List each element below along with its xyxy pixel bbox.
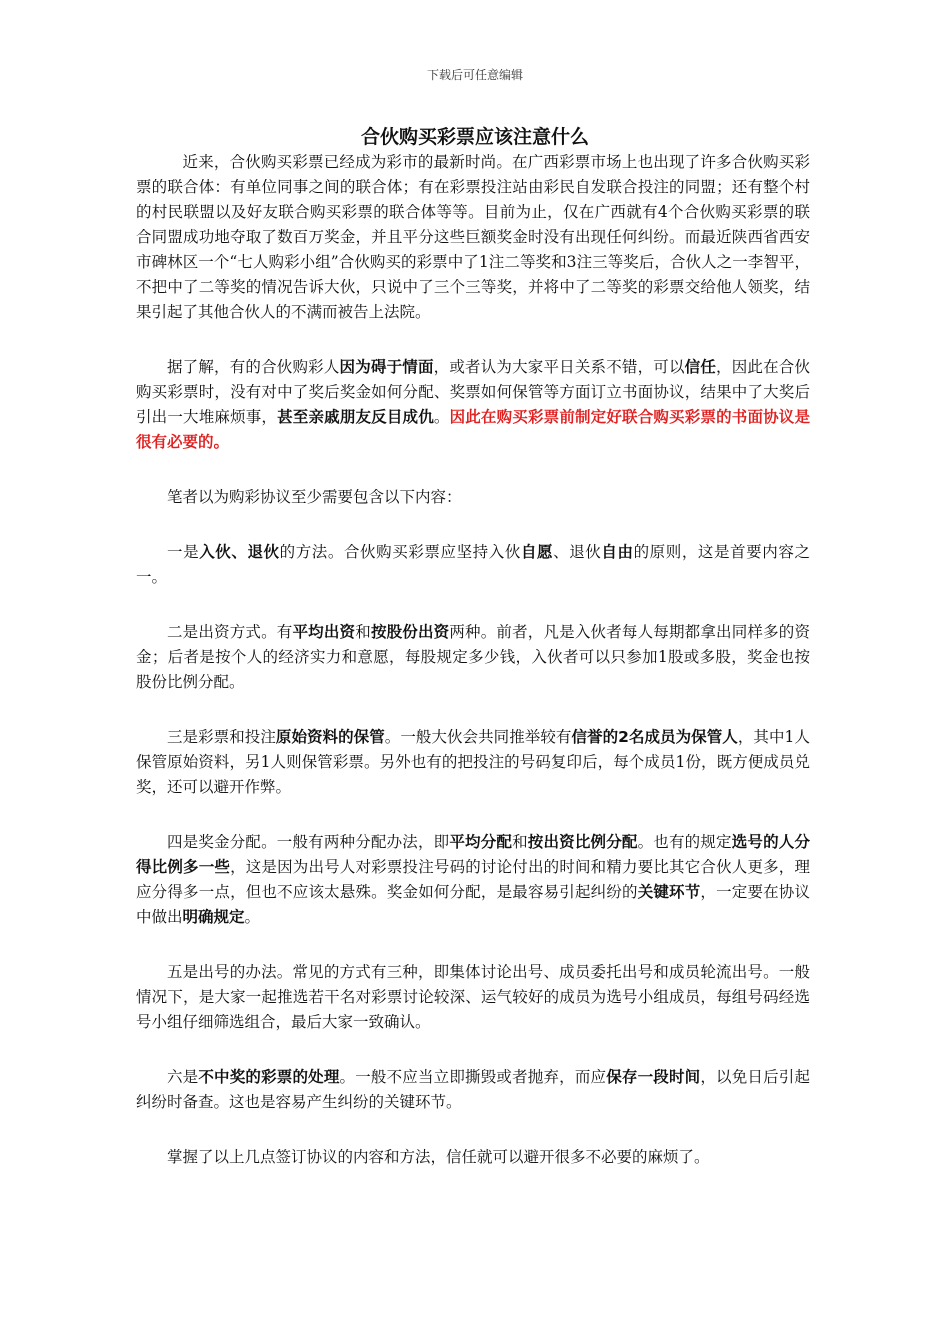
red-highlight-phrase: 因此在购买彩票前制定好联合购买彩票的书面协议是很有必要的。 <box>136 408 810 451</box>
text-segment: 。 <box>433 408 450 426</box>
bold-phrase: 入伙、退伙 <box>199 543 280 561</box>
bold-phrase: 自愿 <box>520 543 554 561</box>
document-title: 合伙购买彩票应该注意什么 <box>360 126 589 148</box>
item-number-selection: 五是出号的办法。常见的方式有三种，即集体讨论出号、成员委托出号和成员轮流出号。一般情况下，是大家一起推选若干名对彩票讨论较深、运气较好的成员为选号小组成员，每组号码经选号小组仔细筛选组合，最后大家一致确认。 <box>136 963 810 1031</box>
intro-paragraph: 近来，合伙购买彩票已经成为彩市的最新时尚。在广西彩票市场上也出现了许多合伙购买彩票的联合体：有单位同事之间的联合体；有在彩票投注站由彩民自发联合投注的同盟；还有整个村的村民联盟以及好友联合购买彩票的联合体等等。目前为止，仅在广西就有4个合伙购买彩票的联合同盟成功地夺取了数百万奖金，并且平分这些巨额奖金时没有出现任何纠纷。而最近陕西省西安市碑林区一个“七人购彩小组”合伙购买的彩票中了1注二等奖和3注三等奖后，合伙人之一李智平，不把中了二等奖的情况告诉大伙，只说中了三个三等奖，并将中了二等奖的彩票交给他人领奖，结果引起了其他合伙人的不满而被告上法院。 <box>136 153 810 321</box>
text-segment: 。一般大伙会共同推举较有 <box>384 728 572 746</box>
bold-phrase: 按股份出资 <box>370 623 450 641</box>
item-funding <box>136 620 810 695</box>
bold-phrase: 按出资比例分配 <box>527 833 638 851</box>
text-segment: 六是 <box>167 1068 199 1086</box>
bold-phrase: 保存一段时间 <box>606 1068 701 1086</box>
text-segment: ，以免日后引起纠纷时备查。这也是容易产生纠纷的关键环节。 <box>136 1068 810 1111</box>
text-segment: ，或者认为大家平日关系不错，可以 <box>433 358 685 376</box>
text-segment: 三是彩票和投注 <box>167 728 276 746</box>
text-segment: 一是 <box>167 543 200 561</box>
text-segment: 据了解，有的合伙购彩人 <box>167 358 340 376</box>
text-segment: 的方法。合伙购买彩票应坚持入伙 <box>279 543 521 561</box>
bold-phrase: 不中奖的彩票的处理 <box>198 1068 340 1086</box>
bold-phrase: 平均分配 <box>449 833 513 851</box>
page-header: 下载后可任意编辑 <box>426 68 523 82</box>
text-segment: ，其中1人保管原始资料，另1人则保管彩票。另外也有的把投注的号码复印后，每个成员1份，既方便成员兑奖，还可以避开作弊。 <box>136 728 810 796</box>
text-segment: 。 <box>244 908 261 926</box>
paragraph-background <box>136 355 810 455</box>
text-segment: 。一般不应当立即撕毁或者抛弃，而应 <box>339 1068 607 1086</box>
text-segment: 四是奖金分配。一般有两种分配办法，即 <box>167 833 450 851</box>
text-segment: 、退伙 <box>553 543 602 561</box>
conclusion-paragraph: 掌握了以上几点签订协议的内容和方法，信任就可以避开很多不必要的麻烦了。 <box>167 1148 710 1166</box>
text-segment: ，一定要在协议中做出 <box>136 883 810 926</box>
bold-phrase: 选号的人分得比例多一些 <box>136 833 810 876</box>
bold-phrase: 自由 <box>601 543 634 561</box>
text-segment: 和 <box>355 623 371 641</box>
text-segment: 。也有的规定 <box>637 833 732 851</box>
text-segment: 的原则，这是首要内容之一。 <box>136 543 810 586</box>
text-segment: 两种。前者，凡是入伙者每人每期都拿出同样多的资金；后者是按个人的经济实力和意愿，每股规定多少钱，入伙者可以只参加1股或多股，奖金也按股份比例分配。 <box>136 623 810 691</box>
bold-phrase: 信任 <box>684 358 717 376</box>
text-segment: ，这是因为出号人对彩票投注号码的讨论付出的时间和精力要比其它合伙人更多，理应分得多一点，但也不应该太悬殊。奖金如何分配，是最容易引起纠纷的 <box>136 858 810 901</box>
bold-phrase: 关键环节 <box>637 883 701 901</box>
item-losing-tickets <box>136 1065 810 1115</box>
paragraph-lead-in: 笔者以为购彩协议至少需要包含以下内容： <box>167 488 462 506</box>
bold-phrase: 明确规定 <box>182 908 245 926</box>
item-join-leave <box>136 540 810 590</box>
item-custody <box>136 725 810 800</box>
bold-phrase: 甚至亲戚朋友反目成仇 <box>277 408 434 426</box>
text-segment: 和 <box>512 833 528 851</box>
item-prize-distribution <box>136 830 810 930</box>
document-body <box>136 150 810 1200</box>
text-segment: ，因此在合伙购买彩票时，没有对中了奖后奖金如何分配、奖票如何保管等方面订立书面协议，结果中了大奖后引出一大堆麻烦事， <box>136 358 810 426</box>
bold-phrase: 信誉的2名成员为保管人 <box>571 728 738 746</box>
bold-phrase: 因为碍于情面 <box>339 358 434 376</box>
text-segment: 二是出资方式。有 <box>167 623 293 641</box>
bold-phrase: 原始资料的保管 <box>275 728 385 746</box>
bold-phrase: 平均出资 <box>292 623 356 641</box>
